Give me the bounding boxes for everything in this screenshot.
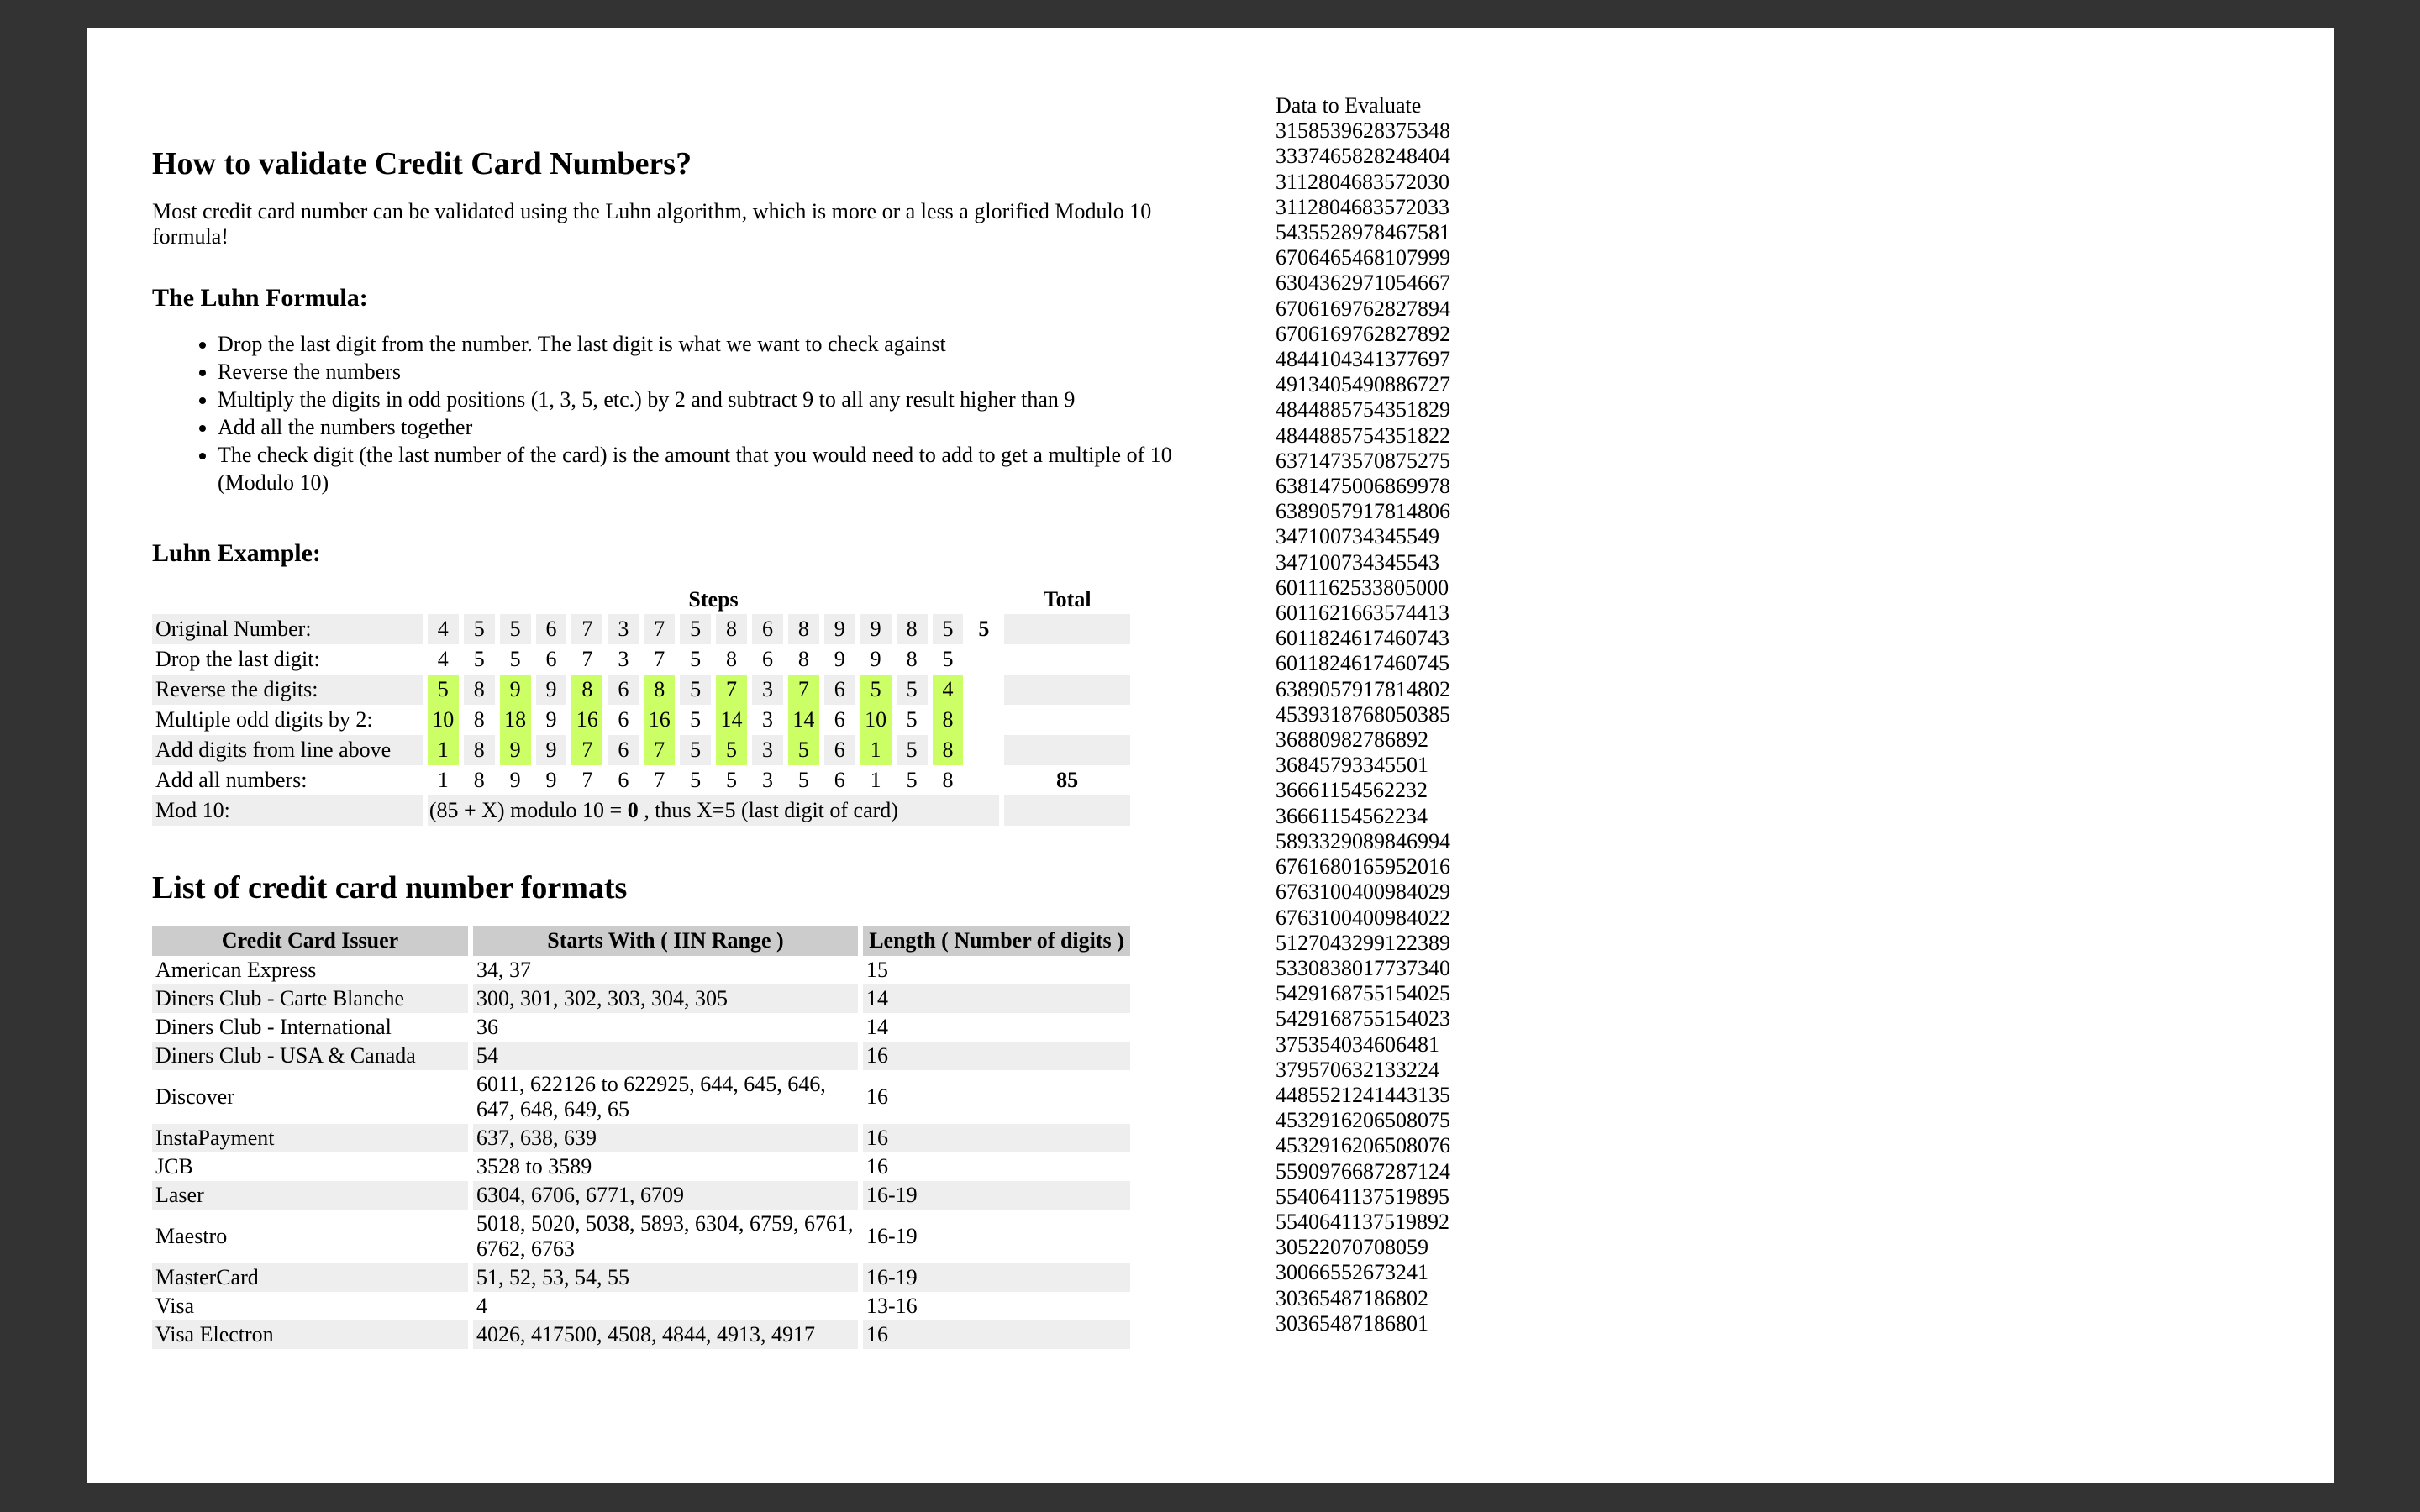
digit-cell: 5 <box>500 614 531 644</box>
digit-cell: 4 <box>933 675 964 705</box>
column-header: Starts With ( IIN Range ) <box>473 926 858 956</box>
table-row <box>152 675 1130 705</box>
list-item: 6011621663574413 <box>1276 601 1450 626</box>
list-item: 4844885754351829 <box>1276 397 1450 423</box>
digit-cell: 7 <box>644 614 675 644</box>
digit-cell: 1 <box>437 767 449 792</box>
length-cell: 16-19 <box>863 1263 1130 1292</box>
digit-cell: 6 <box>824 675 855 705</box>
empty-cell <box>968 765 999 795</box>
digit-cell: 6 <box>536 614 567 644</box>
table-row <box>152 1263 1130 1292</box>
digit-cell: 6 <box>834 767 845 792</box>
iin-range-cell: 300, 301, 302, 303, 304, 305 <box>473 984 858 1013</box>
digit-cell: 9 <box>545 706 557 732</box>
list-item: 6011162533805000 <box>1276 575 1449 600</box>
total-header: Total <box>1043 586 1092 612</box>
digit-cell: 5 <box>788 735 819 765</box>
table-row <box>152 1042 1130 1070</box>
iin-range-cell: 51, 52, 53, 54, 55 <box>473 1263 858 1292</box>
digit-cell: 5 <box>680 735 711 765</box>
digit-cell: 9 <box>500 735 531 765</box>
digit-cell: 8 <box>644 675 675 705</box>
digit-cell: 8 <box>906 646 918 671</box>
iin-range-cell: 637, 638, 639 <box>473 1124 858 1152</box>
issuer-cell: Laser <box>152 1181 468 1210</box>
digit-cell: 10 <box>428 705 459 735</box>
list-item: 30066552673241 <box>1276 1260 1428 1285</box>
list-item: 4844104341377697 <box>1276 347 1450 372</box>
digit-cell: 8 <box>571 675 602 705</box>
list-item: 6761680165952016 <box>1276 854 1450 879</box>
table-row <box>152 956 1130 984</box>
steps-header: Steps <box>688 586 739 612</box>
digit-cell: 7 <box>654 767 666 792</box>
issuer-cell: MasterCard <box>152 1263 468 1292</box>
length-cell: 14 <box>863 984 1130 1013</box>
digit-cell: 6 <box>824 735 855 765</box>
list-item: 4485521241443135 <box>1276 1082 1450 1107</box>
list-item: 5540641137519892 <box>1276 1209 1450 1234</box>
digit-cell: 1 <box>870 767 881 792</box>
data-panel-heading: Data to Evaluate <box>1276 93 1422 118</box>
iin-range-cell: 5018, 5020, 5038, 5893, 6304, 6759, 6761, 6762, 6763 <box>476 1211 854 1262</box>
list-item: 4532916206508076 <box>1276 1133 1450 1158</box>
digit-cell: 6 <box>545 646 557 671</box>
table-row <box>152 765 1130 795</box>
digit-cell: 6 <box>618 767 629 792</box>
total-cell <box>1004 644 1130 675</box>
digit-cell: 7 <box>644 735 675 765</box>
digit-cell: 18 <box>500 705 531 735</box>
table-row <box>152 1152 1130 1181</box>
list-item: 5435528978467581 <box>1276 220 1450 245</box>
length-cell: 14 <box>866 1015 888 1040</box>
row-label: Add all numbers: <box>155 767 308 792</box>
digit-cell: 6 <box>834 706 845 732</box>
issuer-cell: Diners Club - USA & Canada <box>152 1042 468 1070</box>
digit-cell: 5 <box>473 646 485 671</box>
row-label: Drop the last digit: <box>155 646 320 671</box>
issuer-cell: Maestro <box>155 1224 228 1249</box>
column-header: Credit Card Issuer <box>152 926 468 956</box>
length-cell: 13-16 <box>866 1294 918 1319</box>
digit-cell: 5 <box>906 706 918 732</box>
digit-cell: 7 <box>581 767 593 792</box>
digit-cell: 14 <box>788 705 819 735</box>
luhn-table-body <box>152 614 1130 826</box>
digit-cell: 5 <box>428 675 459 705</box>
digit-cell: 3 <box>608 614 639 644</box>
formats-heading: List of credit card number formats <box>152 869 628 906</box>
table-row <box>152 984 1130 1013</box>
list-item: 30365487186802 <box>1276 1285 1428 1310</box>
digit-cell: 8 <box>464 675 495 705</box>
digit-cell: 8 <box>942 767 954 792</box>
digit-cell: 3 <box>761 706 773 732</box>
length-cell: 16 <box>866 1084 888 1110</box>
iin-range-cell: 4 <box>476 1294 487 1319</box>
digit-cell: 10 <box>860 705 892 735</box>
iin-range-cell: 4026, 417500, 4508, 4844, 4913, 4917 <box>473 1320 858 1349</box>
total-cell <box>1004 675 1130 705</box>
digit-cell: 5 <box>716 735 747 765</box>
table-row <box>152 1013 1130 1042</box>
digit-cell: 6 <box>618 706 629 732</box>
total-cell <box>1004 705 1130 735</box>
total-cell: 85 <box>1056 767 1079 792</box>
issuer-cell: Diners Club - Carte Blanche <box>152 984 468 1013</box>
digit-cell: 5 <box>942 646 954 671</box>
digit-cell: 8 <box>726 646 738 671</box>
list-item: • Add all the numbers together <box>218 413 1223 441</box>
list-item: 3112804683572030 <box>1276 169 1450 194</box>
issuer-cell: Discover <box>155 1084 234 1110</box>
intro-paragraph: Most credit card number can be validated using the Luhn algorithm, which is more or a less a glorified Modulo 10 formula! <box>152 198 1152 249</box>
list-item: 36661154562234 <box>1276 803 1428 828</box>
list-item: 6304362971054667 <box>1276 270 1450 296</box>
table-row <box>152 705 1130 735</box>
row-label: Original Number: <box>152 614 423 644</box>
digit-cell: 7 <box>654 646 666 671</box>
list-item: 379570632133224 <box>1276 1057 1439 1082</box>
list-item: 4913405490886727 <box>1276 372 1450 397</box>
list-item: 5590976687287124 <box>1276 1158 1450 1184</box>
list-item: 6763100400984029 <box>1276 879 1450 905</box>
digit-cell: 7 <box>716 675 747 705</box>
length-cell: 16 <box>863 1320 1130 1349</box>
mod-text: , thus X=5 (last digit of card) <box>638 797 898 822</box>
luhn-example-heading: Luhn Example: <box>152 538 321 567</box>
digit-cell: 5 <box>797 767 809 792</box>
column-header: Length ( Number of digits ) <box>863 926 1130 956</box>
row-label: Add digits from line above <box>152 735 423 765</box>
digit-cell: 8 <box>797 646 809 671</box>
table-row <box>152 1124 1130 1152</box>
mod-result: 0 <box>627 797 639 822</box>
table-row <box>152 1181 1130 1210</box>
list-item: 30365487186801 <box>1276 1310 1428 1336</box>
digit-cell: 5 <box>860 675 892 705</box>
digit-cell: 8 <box>473 706 485 732</box>
digit-cell: 8 <box>464 735 495 765</box>
digit-cell: 9 <box>509 767 521 792</box>
table-row <box>152 735 1130 765</box>
card-number-list <box>1276 118 1450 1336</box>
digit-cell: 5 <box>680 614 711 644</box>
digit-cell: 5 <box>978 616 990 641</box>
digit-cell: 8 <box>933 705 964 735</box>
list-item: • Drop the last digit from the number. The last digit is what we want to check against <box>218 330 1223 358</box>
digit-cell: 6 <box>608 735 639 765</box>
list-item: 3337465828248404 <box>1276 144 1450 169</box>
digit-cell: 5 <box>690 706 702 732</box>
list-item: • Reverse the numbers <box>218 358 1223 386</box>
list-item: 5127043299122389 <box>1276 930 1450 955</box>
digit-cell: 5 <box>906 767 918 792</box>
mod-text: (85 + X) modulo 10 = <box>429 797 628 822</box>
list-item: 5540641137519895 <box>1276 1184 1450 1209</box>
digit-cell: 8 <box>897 614 928 644</box>
issuer-cell: Diners Club - International <box>155 1015 392 1040</box>
luhn-formula-heading: The Luhn Formula: <box>152 283 368 312</box>
digit-cell: 6 <box>752 614 783 644</box>
issuer-cell: Visa Electron <box>152 1320 468 1349</box>
list-item: 3158539628375348 <box>1276 118 1450 144</box>
list-item: 6706169762827894 <box>1276 296 1450 321</box>
digit-cell: 9 <box>860 614 892 644</box>
iin-range-cell: 3528 to 3589 <box>476 1154 592 1179</box>
iin-range-cell: 6011, 622126 to 622925, 644, 645, 646, 647, 648, 649, 65 <box>476 1072 826 1122</box>
digit-cell: 7 <box>788 675 819 705</box>
digit-cell: 7 <box>571 735 602 765</box>
list-item: 347100734345549 <box>1276 524 1439 549</box>
list-item: 36880982786892 <box>1276 727 1428 753</box>
list-item: 5330838017737340 <box>1276 955 1450 980</box>
list-item: 6011824617460745 <box>1276 651 1450 676</box>
list-item: 6763100400984022 <box>1276 905 1450 930</box>
list-item: 375354034606481 <box>1276 1032 1439 1057</box>
main-content <box>152 145 1223 1349</box>
luhn-example-table <box>147 585 1135 826</box>
digit-cell: 3 <box>618 646 629 671</box>
digit-cell: 1 <box>428 735 459 765</box>
length-cell: 16-19 <box>863 1181 1130 1210</box>
length-cell: 15 <box>866 958 888 983</box>
empty-cell <box>968 735 999 765</box>
digit-cell: 4 <box>428 614 459 644</box>
list-item: 5429168755154025 <box>1276 981 1450 1006</box>
total-cell <box>1004 735 1130 765</box>
page-title: How to validate Credit Card Numbers? <box>152 146 692 181</box>
document-page <box>87 28 2334 1483</box>
digit-cell: 9 <box>545 767 557 792</box>
luhn-steps-list <box>152 330 1223 496</box>
digit-cell: 5 <box>933 614 964 644</box>
digit-cell: 5 <box>680 675 711 705</box>
list-item: 5429168755154023 <box>1276 1006 1450 1032</box>
list-item: 36845793345501 <box>1276 753 1428 778</box>
digit-cell: 8 <box>473 767 485 792</box>
table-row <box>152 1320 1130 1349</box>
list-item: 347100734345543 <box>1276 549 1439 575</box>
digit-cell: 16 <box>571 705 602 735</box>
iin-range-cell: 6304, 6706, 6771, 6709 <box>473 1181 858 1210</box>
digit-cell: 9 <box>824 614 855 644</box>
list-item: 4532916206508075 <box>1276 1108 1450 1133</box>
mod-row <box>152 795 1130 826</box>
digit-cell: 5 <box>690 646 702 671</box>
row-label: Multiple odd digits by 2: <box>155 706 373 732</box>
data-to-evaluate-panel <box>1276 93 1450 1336</box>
digit-cell: 1 <box>860 735 892 765</box>
digit-cell: 5 <box>726 767 738 792</box>
list-item: 6706465468107999 <box>1276 245 1450 270</box>
iin-range-cell: 36 <box>476 1015 498 1040</box>
digit-cell: 6 <box>761 646 773 671</box>
digit-cell: 5 <box>897 675 928 705</box>
digit-cell: 6 <box>608 675 639 705</box>
iin-range-cell: 54 <box>473 1042 858 1070</box>
empty-cell <box>968 644 999 675</box>
length-cell: 16 <box>866 1154 888 1179</box>
digit-cell: 8 <box>716 614 747 644</box>
list-item: • The check digit (the last number of the card) is the amount that you would need to add to get a multiple of 10 (Modulo 10) <box>218 441 1223 496</box>
iin-range-cell: 34, 37 <box>476 958 531 983</box>
digit-cell: 3 <box>752 735 783 765</box>
row-label: Reverse the digits: <box>152 675 423 705</box>
digit-cell: 9 <box>536 675 567 705</box>
digit-cell: 8 <box>788 614 819 644</box>
digit-cell: 3 <box>752 675 783 705</box>
table-row <box>152 1070 1130 1124</box>
list-item: 6706169762827892 <box>1276 321 1450 346</box>
row-label: Mod 10: <box>152 795 423 826</box>
digit-cell: 9 <box>500 675 531 705</box>
table-row <box>152 614 1130 644</box>
digit-cell: 5 <box>464 614 495 644</box>
list-item: 30522070708059 <box>1276 1235 1428 1260</box>
list-item: 36661154562232 <box>1276 778 1428 803</box>
card-formats-table <box>147 926 1135 1349</box>
empty-cell <box>968 705 999 735</box>
digit-cell: 3 <box>761 767 773 792</box>
digit-cell: 7 <box>581 646 593 671</box>
digit-cell: 9 <box>834 646 845 671</box>
card-formats-body <box>152 956 1130 1349</box>
issuer-cell: InstaPayment <box>152 1124 468 1152</box>
digit-cell: 7 <box>571 614 602 644</box>
digit-cell: 5 <box>690 767 702 792</box>
list-item: 6011824617460743 <box>1276 626 1450 651</box>
list-item: 4539318768050385 <box>1276 701 1450 727</box>
digit-cell: 4 <box>437 646 449 671</box>
empty-cell <box>968 675 999 705</box>
digit-cell: 9 <box>536 735 567 765</box>
mod-formula <box>428 795 999 826</box>
digit-cell: 5 <box>509 646 521 671</box>
digit-cell: 9 <box>870 646 881 671</box>
length-cell: 16 <box>863 1042 1130 1070</box>
digit-cell: 5 <box>897 735 928 765</box>
list-item: 6381475006869978 <box>1276 474 1450 499</box>
issuer-cell: JCB <box>155 1154 193 1179</box>
length-cell: 16-19 <box>866 1224 918 1249</box>
length-cell: 16 <box>863 1124 1130 1152</box>
list-item: 6389057917814806 <box>1276 499 1450 524</box>
list-item: 6389057917814802 <box>1276 676 1450 701</box>
list-item: 6371473570875275 <box>1276 448 1450 473</box>
list-item: 5893329089846994 <box>1276 828 1450 853</box>
issuer-cell: American Express <box>155 958 317 983</box>
list-item: 4844885754351822 <box>1276 423 1450 448</box>
table-row <box>152 644 1130 675</box>
digit-cell: 8 <box>933 735 964 765</box>
digit-cell: 14 <box>716 705 747 735</box>
total-cell <box>1004 614 1130 644</box>
list-item: 3112804683572033 <box>1276 194 1450 219</box>
table-row <box>152 1292 1130 1320</box>
list-item: • Multiply the digits in odd positions (1, 3, 5, etc.) by 2 and subtract 9 to all any result higher than 9 <box>218 386 1223 413</box>
table-row <box>152 1210 1130 1263</box>
digit-cell: 16 <box>644 705 675 735</box>
issuer-cell: Visa <box>155 1294 195 1319</box>
